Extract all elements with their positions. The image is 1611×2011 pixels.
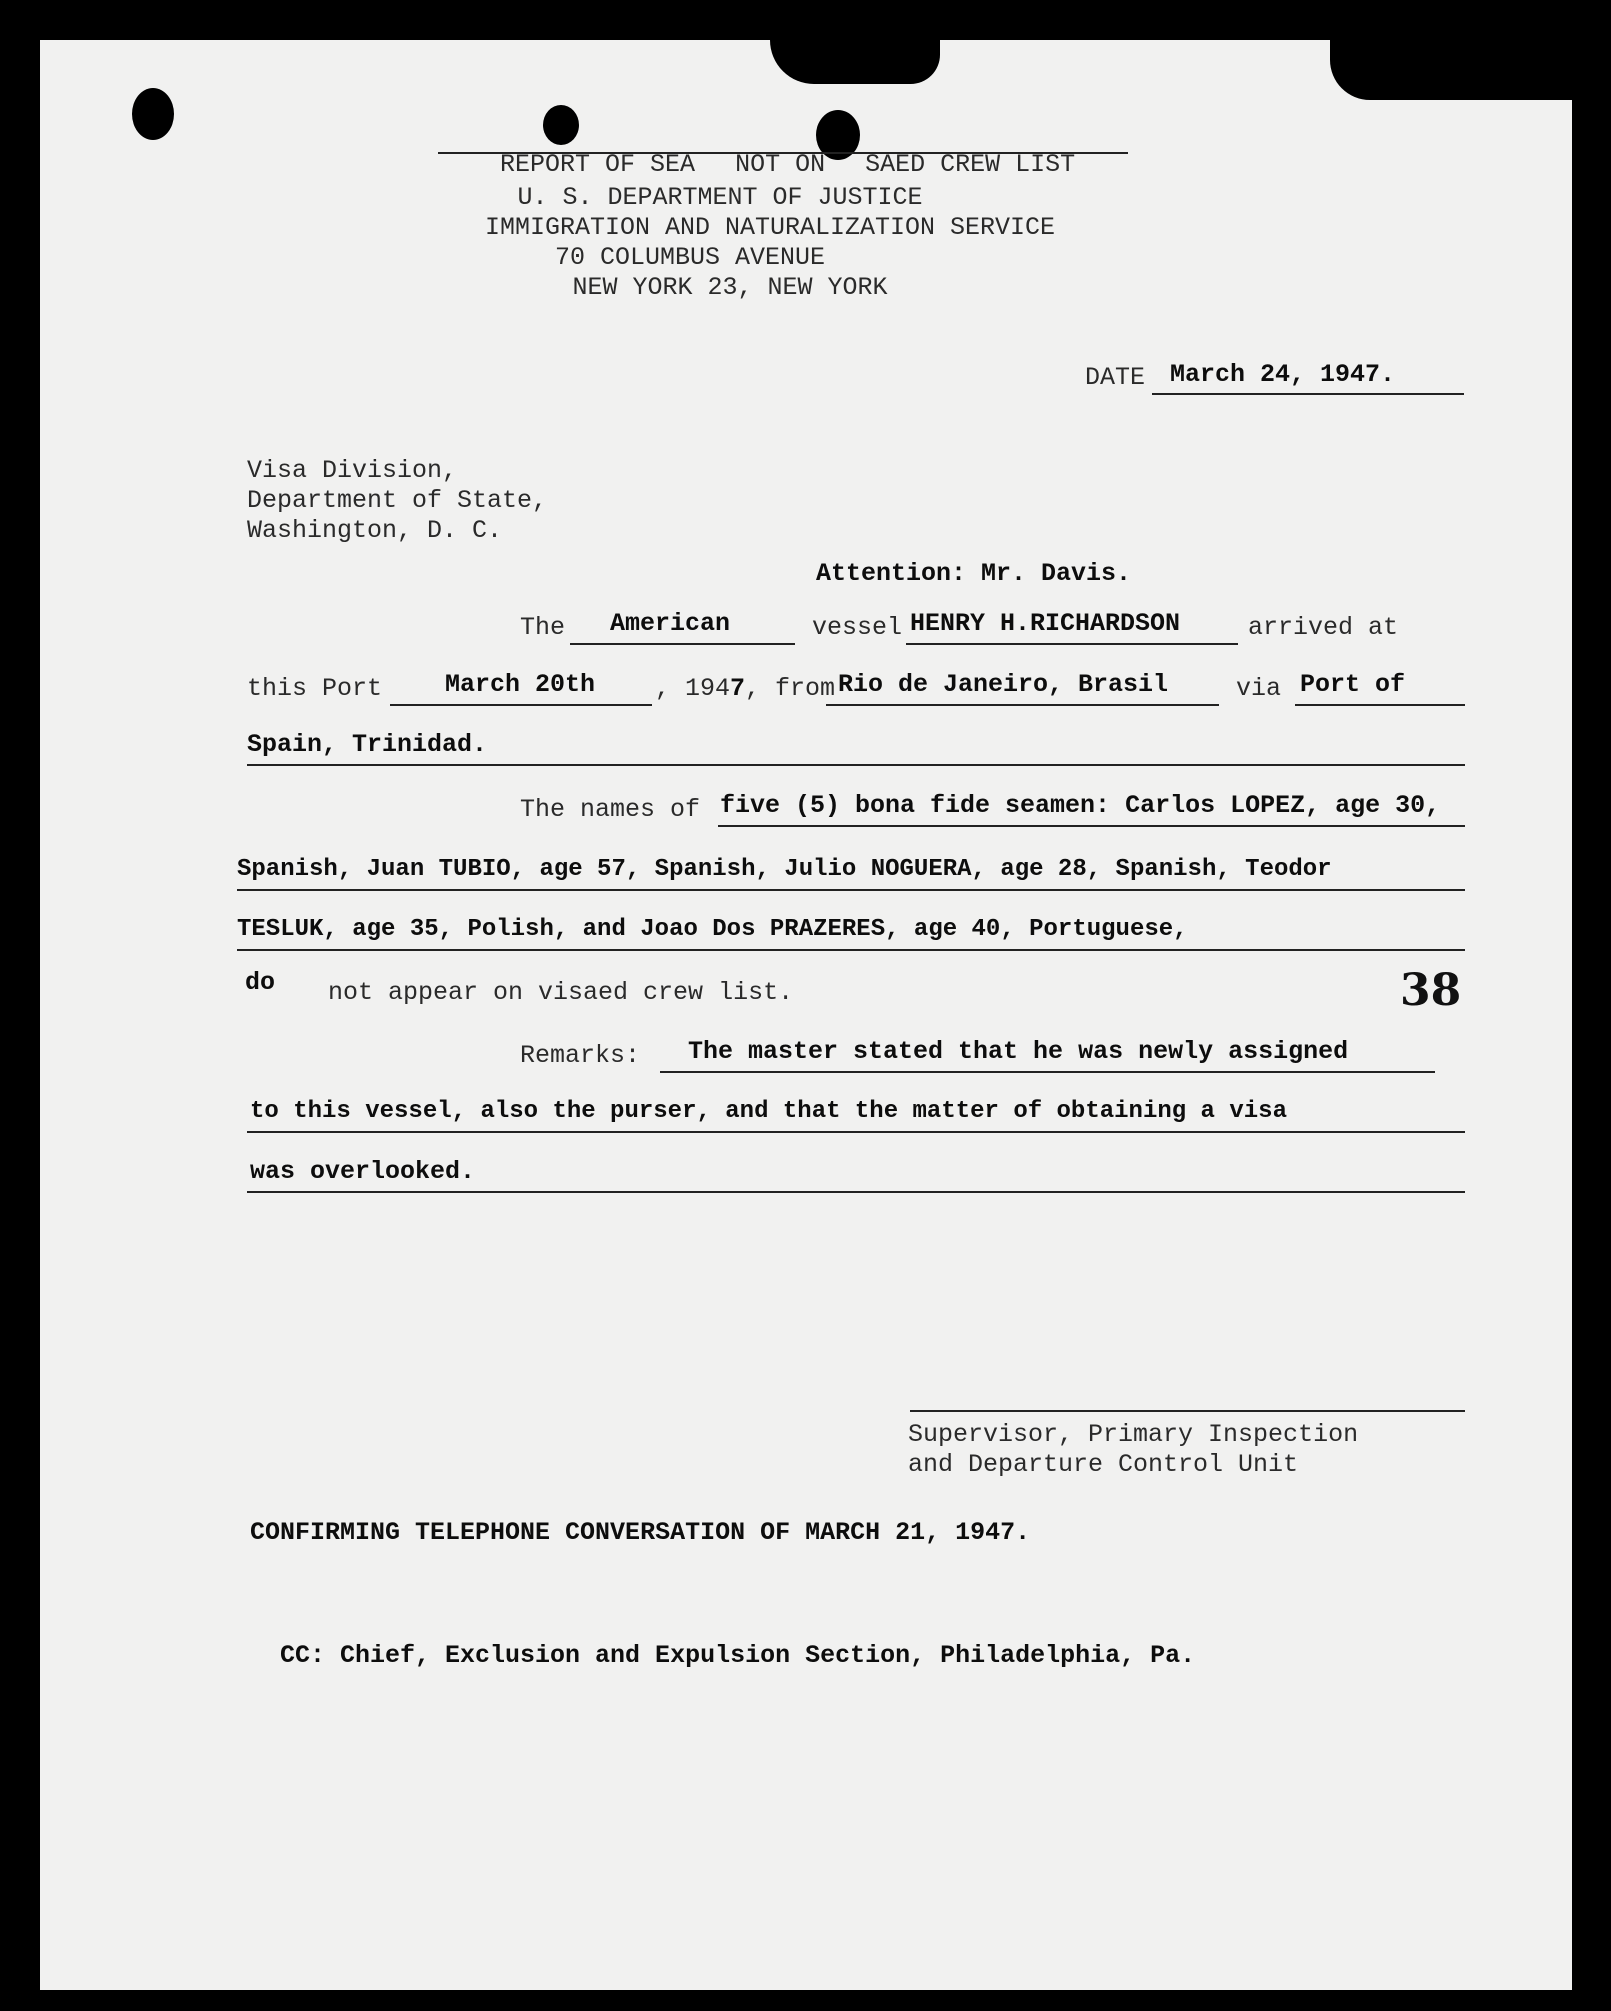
arrival-date: March 20th: [445, 670, 596, 699]
arrival-date-underline: [390, 704, 652, 706]
remarks-line-2-underline: [247, 1131, 1465, 1133]
agency-line-3: 70 COLUMBUS AVENUE: [554, 243, 826, 272]
names-line-2-underline: [237, 889, 1465, 891]
signature-title-2: and Departure Control Unit: [908, 1450, 1299, 1479]
cc-note: CC: Chief, Exclusion and Expulsion Section, Philadelphia, Pa.: [280, 1641, 1196, 1670]
vessel-name: HENRY H.RICHARDSON: [910, 609, 1181, 638]
do-not-appear-text: not appear on visaed crew list.: [328, 978, 794, 1007]
via-port-a: Port of: [1300, 670, 1406, 699]
vessel-label: vessel: [812, 613, 903, 642]
agency-line-1: U. S. DEPARTMENT OF JUSTICE: [517, 183, 923, 212]
from-port-underline: [826, 704, 1219, 706]
port-label: this Port: [247, 674, 383, 703]
addressee-line-2: Department of State,: [247, 486, 548, 515]
nationality-underline: [570, 643, 795, 645]
date-label: DATE: [1085, 363, 1146, 392]
names-line-3: TESLUK, age 35, Polish, and Joao Dos PRAZERES, age 40, Portuguese,: [237, 916, 1188, 943]
date-value: March 24, 1947.: [1170, 360, 1396, 389]
signature-title-1: Supervisor, Primary Inspection: [908, 1420, 1359, 1449]
attention-line: Attention: Mr. Davis.: [816, 559, 1132, 588]
confirming-note: CONFIRMING TELEPHONE CONVERSATION OF MARCH 21, 1947.: [250, 1518, 1031, 1547]
names-line-2: Spanish, Juan TUBIO, age 57, Spanish, Julio NOGUERA, age 28, Spanish, Teodor: [237, 856, 1332, 883]
via-port-b-underline: [247, 764, 1465, 766]
agency-line-4: NEW YORK 23, NEW YORK: [572, 273, 888, 302]
via-port-a-underline: [1295, 704, 1465, 706]
the-label: The: [520, 613, 566, 642]
via-port-b: Spain, Trinidad.: [247, 730, 488, 759]
year-prefix: , 1947: [655, 674, 746, 703]
torn-edge: [770, 40, 940, 84]
names-line-1: five (5) bona fide seamen: Carlos LOPEZ, age 30,: [720, 791, 1441, 820]
vessel-nationality: American: [610, 609, 731, 638]
remarks-line-2: to this vessel, also the purser, and that the matter of obtaining a visa: [250, 1098, 1287, 1125]
date-underline: [1152, 393, 1464, 395]
from-label: , from: [745, 674, 836, 703]
from-port: Rio de Janeiro, Brasil: [838, 670, 1169, 699]
remarks-line-1: The master stated that he was newly assigned: [688, 1037, 1349, 1066]
remarks-line-1-underline: [660, 1071, 1435, 1073]
arrived-label: arrived at: [1248, 613, 1399, 642]
via-label: via: [1236, 674, 1282, 703]
torn-edge-right: [1330, 40, 1572, 100]
names-line-1-underline: [718, 825, 1465, 827]
remarks-line-3: was overlooked.: [250, 1157, 476, 1186]
remarks-label: Remarks:: [520, 1041, 641, 1070]
report-title: REPORT OF SEA NOT ON SAED CREW LIST: [500, 150, 1076, 179]
year-digit: 7: [730, 674, 746, 703]
agency-line-2: IMMIGRATION AND NATURALIZATION SERVICE: [484, 213, 1056, 242]
do-word: do: [245, 968, 276, 997]
document-page: [40, 40, 1572, 1990]
addressee-line-3: Washington, D. C.: [247, 516, 503, 545]
page-number-mark: 38: [1400, 965, 1462, 1016]
title-underline: [438, 152, 1128, 154]
punch-hole-left: [132, 88, 174, 140]
vessel-name-underline: [906, 643, 1238, 645]
signature-line: [910, 1410, 1465, 1412]
remarks-line-3-underline: [247, 1191, 1465, 1193]
names-line-3-underline: [237, 949, 1465, 951]
addressee-line-1: Visa Division,: [247, 456, 458, 485]
names-label: The names of: [520, 795, 701, 824]
